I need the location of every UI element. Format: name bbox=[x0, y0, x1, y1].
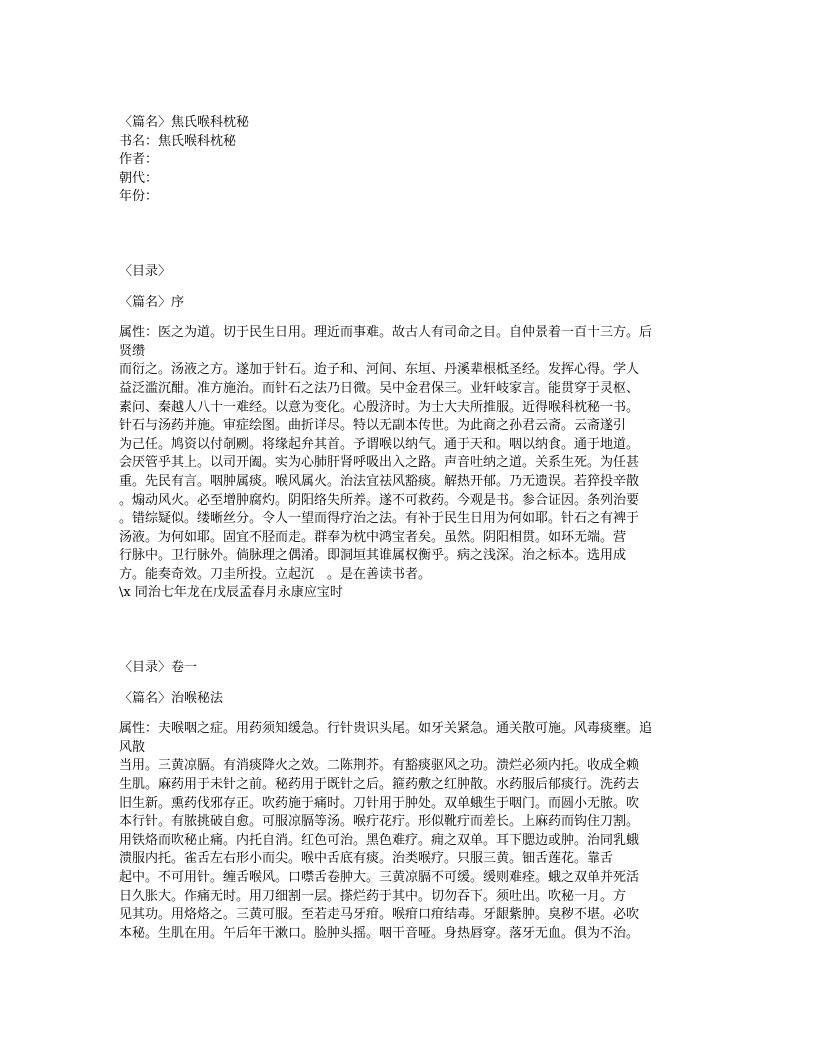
book-name-line: 书名：焦氏喉科枕秘 bbox=[119, 133, 237, 149]
volume-marker: 〈目录〉卷一 bbox=[119, 660, 198, 676]
text-line: 会厌管乎其上。以司开阖。实为心肺肝肾呼吸出入之路。声音吐纳之道。关系生死。为任甚 bbox=[119, 455, 640, 471]
piece-name-line: 〈篇名〉焦氏喉科枕秘 bbox=[119, 115, 250, 130]
chapter-title: 〈篇名〉治喉秘法 bbox=[119, 690, 224, 706]
text-line: 属性：医之为道。切于民生日用。理近而事难。故古人有司命之目。自仲景着一百十三方。后 bbox=[119, 325, 653, 341]
dynasty-line: 朝代： bbox=[119, 170, 159, 186]
spacer bbox=[119, 207, 699, 263]
text-line: 本秘。生肌在用。午后年干漱口。脸肿头摇。咽干音哑。身热唇穿。落牙无血。俱为不治。 bbox=[119, 925, 640, 941]
text-line: 方。能奏奇效。刀圭所投。立起沉 。是在善读书者。 bbox=[119, 566, 432, 582]
text-line: 针石与汤药并施。审症绘图。曲折详尽。特以无副本传世。为此商之孙君云斋。云斋遂引 bbox=[119, 418, 627, 434]
text-line: 为己任。鸠资以付剞劂。将缘起弁其首。予谓喉以纳气。通于天和。咽以纳食。通于地道。 bbox=[119, 436, 640, 452]
text-line: 益泛滥沉酣。准方施治。而针石之法乃日微。吴中金君保三。业轩岐家言。能贯穿于灵枢、 bbox=[119, 380, 640, 396]
year-line: 年份： bbox=[119, 189, 159, 205]
text-line: 见其功。用烙烙之。三黄可服。至若走马牙疳。喉疳口疳结毒。牙龈紫肿。臭秽不堪。必吹 bbox=[119, 907, 640, 923]
chapter-body bbox=[119, 720, 699, 943]
text-line: 起中。不可用针。缠舌喉风。口噤舌卷肿大。三黄凉膈不可缓。缓则难痊。蛾之双单并死活 bbox=[119, 870, 640, 885]
preface-signature: \x 同治七年龙在戊辰孟春月永康应宝时 bbox=[119, 585, 343, 601]
text-line: 行脉中。卫行脉外。倘脉理之偶淆。即洞垣其谁属权衡乎。病之浅深。治之标本。选用成 bbox=[119, 548, 627, 564]
document-text bbox=[119, 114, 699, 943]
preface-title: 〈篇名〉序 bbox=[119, 294, 185, 310]
spacer bbox=[119, 708, 699, 720]
text-line: 当用。三黄凉膈。有消痰降火之效。二陈荆芥。有豁痰驱风之功。溃烂必须内托。收成全赖 bbox=[119, 758, 640, 774]
spacer bbox=[119, 678, 699, 690]
text-line: 重。先民有言。咽肿属痰。喉风属火。治法宜祛风豁痰。解热开郁。乃无遗误。若猝投辛散 bbox=[119, 473, 640, 489]
text-line: 而衍之。汤液之方。遂加于针石。迨子和、河间、东垣、丹溪辈根柢圣经。发挥心得。学人 bbox=[119, 362, 640, 378]
spacer bbox=[119, 603, 699, 659]
text-line: 日久胀大。作痛无时。用刀细割一层。搽烂药于其中。切勿吞下。须吐出。吹秘一月。方 bbox=[119, 888, 627, 904]
text-line: 用铁烙而吹秘止痛。内托自消。红色可治。黑色难疗。痈之双单。耳下腮边或肿。治同乳蛾 bbox=[119, 832, 640, 848]
text-line: 生肌。麻药用于未针之前。秘药用于既针之后。箍药敷之红肿散。水药服后郁痰行。洗药去 bbox=[119, 777, 640, 793]
author-line: 作者： bbox=[119, 152, 159, 168]
text-line: 。错综疑似。缕晰丝分。令人一望而得疗治之法。有补于民生日用为何如耶。针石之有裨于 bbox=[119, 511, 640, 527]
text-line: 素问、秦越人八十一难经。以意为变化。心殷济时。为士大夫所推服。近得喉科枕秘一书。 bbox=[119, 399, 640, 415]
text-line: 溃服内托。雀舌左右形小而尖。喉中舌底有痰。治类喉疗。只服三黄。钿舌莲花。靠舌 bbox=[119, 851, 614, 867]
text-line: 贤缵 bbox=[119, 343, 146, 359]
text-line: 本行针。有脓挑破自愈。可服凉膈等汤。喉疔花疔。形似靴疔而差长。上麻药而钩住刀割。 bbox=[119, 814, 640, 830]
text-line: 属性：夫喉咽之症。用药须知缓急。行针贵识头尾。如牙关紧急。通关散可施。风毒痰壅。追 bbox=[119, 721, 653, 737]
text-line: 。煽动风火。必至增肿腐灼。阴阳络失所养。遂不可救药。今观是书。参合证因。条列治要 bbox=[119, 492, 640, 508]
text-line: 风散 bbox=[119, 739, 146, 755]
spacer bbox=[119, 312, 699, 324]
text-line: 旧生新。熏药伐邪存正。吹药施于痛时。刀针用于肿处。双单蛾生于咽门。而圆小无脓。吹 bbox=[119, 795, 640, 811]
text-line: 汤液。为何如耶。固宜不胫而走。群奉为枕中鸿宝者矣。虽然。阴阳相贯。如环无端。营 bbox=[119, 529, 627, 545]
spacer bbox=[119, 282, 699, 294]
preface-body bbox=[119, 324, 699, 603]
toc-marker: 〈目录〉 bbox=[119, 263, 172, 279]
